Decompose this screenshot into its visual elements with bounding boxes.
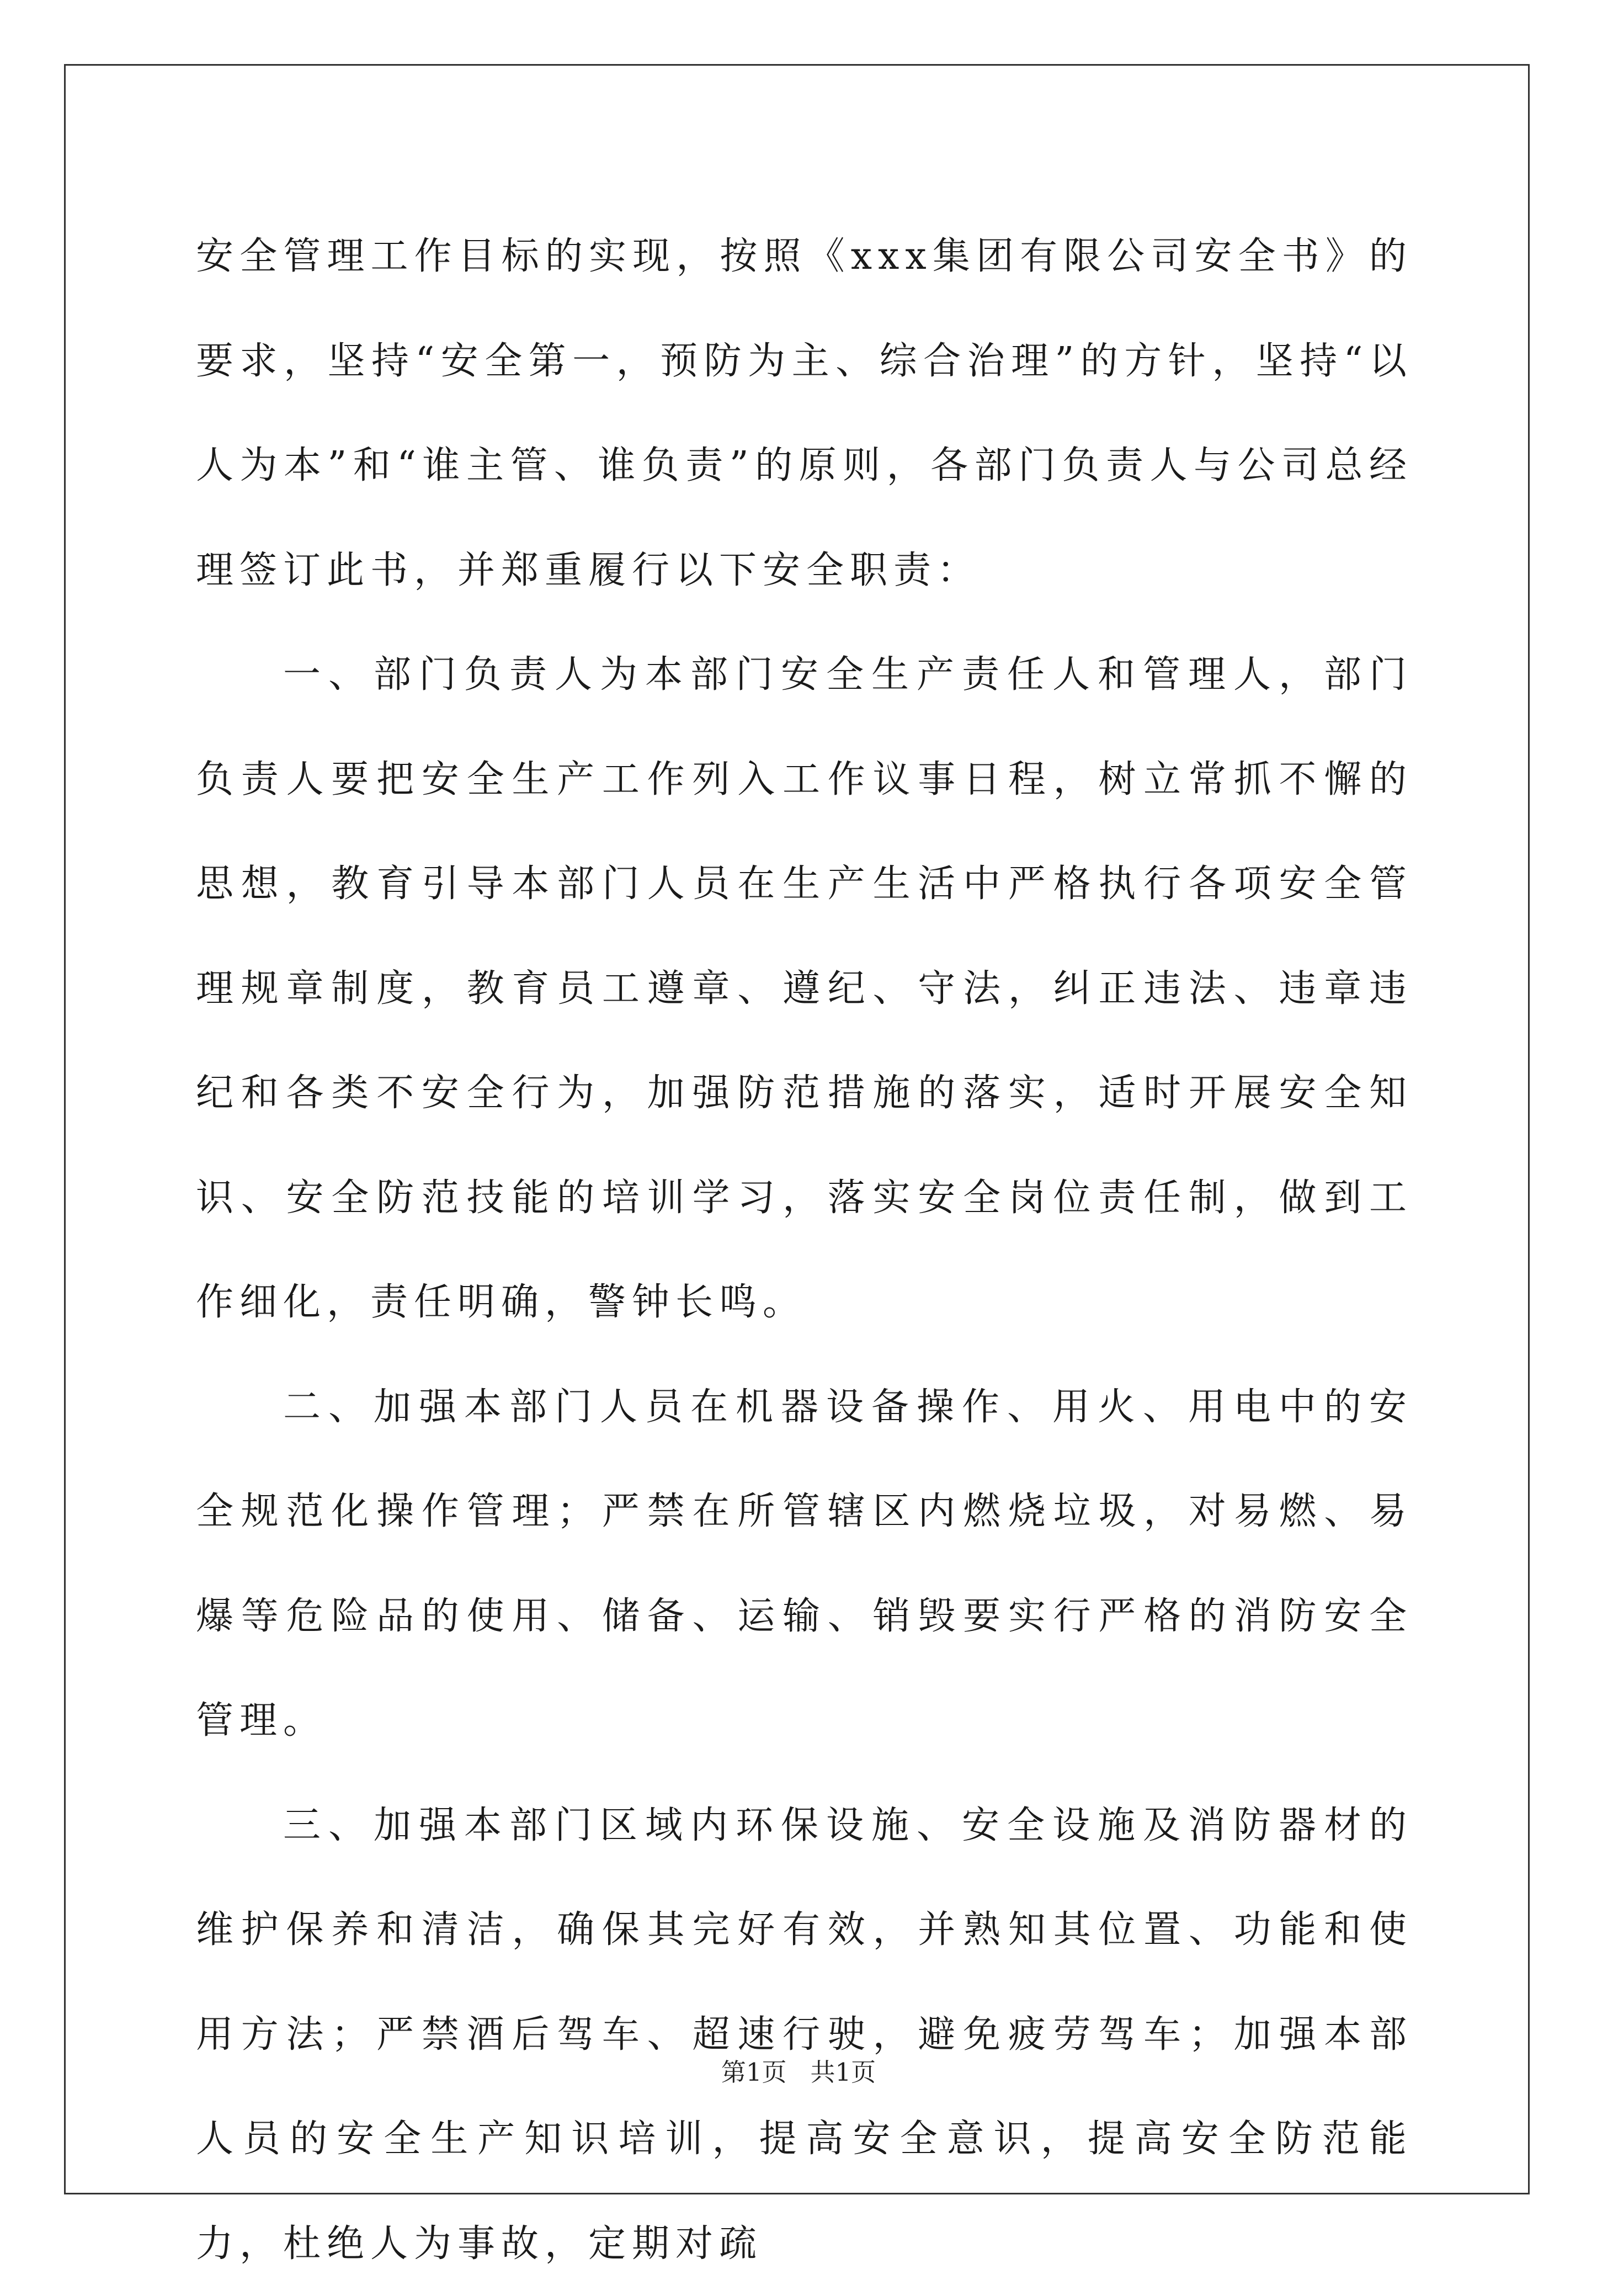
paragraph-item-3: 三、加强本部门区域内环保设施、安全设施及消防器材的维护保养和清洁，确保其完好有效，并熟知其位置、功能和使用方法；严禁酒后驾车、超速行驶，避免疲劳驾车；加强本部人员的安全生产知识培训，提高安全意识，提高安全防范能力，杜绝人为事故，定期对疏 — [196, 1773, 1413, 2296]
paragraph-item-2: 二、加强本部门人员在机器设备操作、用火、用电中的安全规范化操作管理；严禁在所管辖区内燃烧垃圾，对易燃、易爆等危险品的使用、储备、运输、销毁要实行严格的消防安全管理。 — [196, 1355, 1413, 1773]
paragraph-item-1: 一、部门负责人为本部门安全生产责任人和管理人，部门负责人要把安全生产工作列入工作议事日程，树立常抓不懈的思想，教育引导本部门人员在生产生活中严格执行各项安全管理规章制度，教育员工遵章、遵纪、守法，纠正违法、违章违纪和各类不安全行为，加强防范措施的落实，适时开展安全知识、安全防范技能的培训学习，落实安全岗位责任制，做到工作细化，责任明确，警钟长鸣。 — [196, 623, 1413, 1355]
page-number-footer: 第1页 共1页 — [0, 2056, 1597, 2089]
document-body — [196, 204, 1413, 2296]
paragraph-intro: 安全管理工作目标的实现，按照《xxx集团有限公司安全书》的要求，坚持“安全第一，预防为主、综合治理”的方针，坚持“以人为本”和“谁主管、谁负责”的原则，各部门负责人与公司总经理签订此书，并郑重履行以下安全职责： — [196, 204, 1413, 623]
